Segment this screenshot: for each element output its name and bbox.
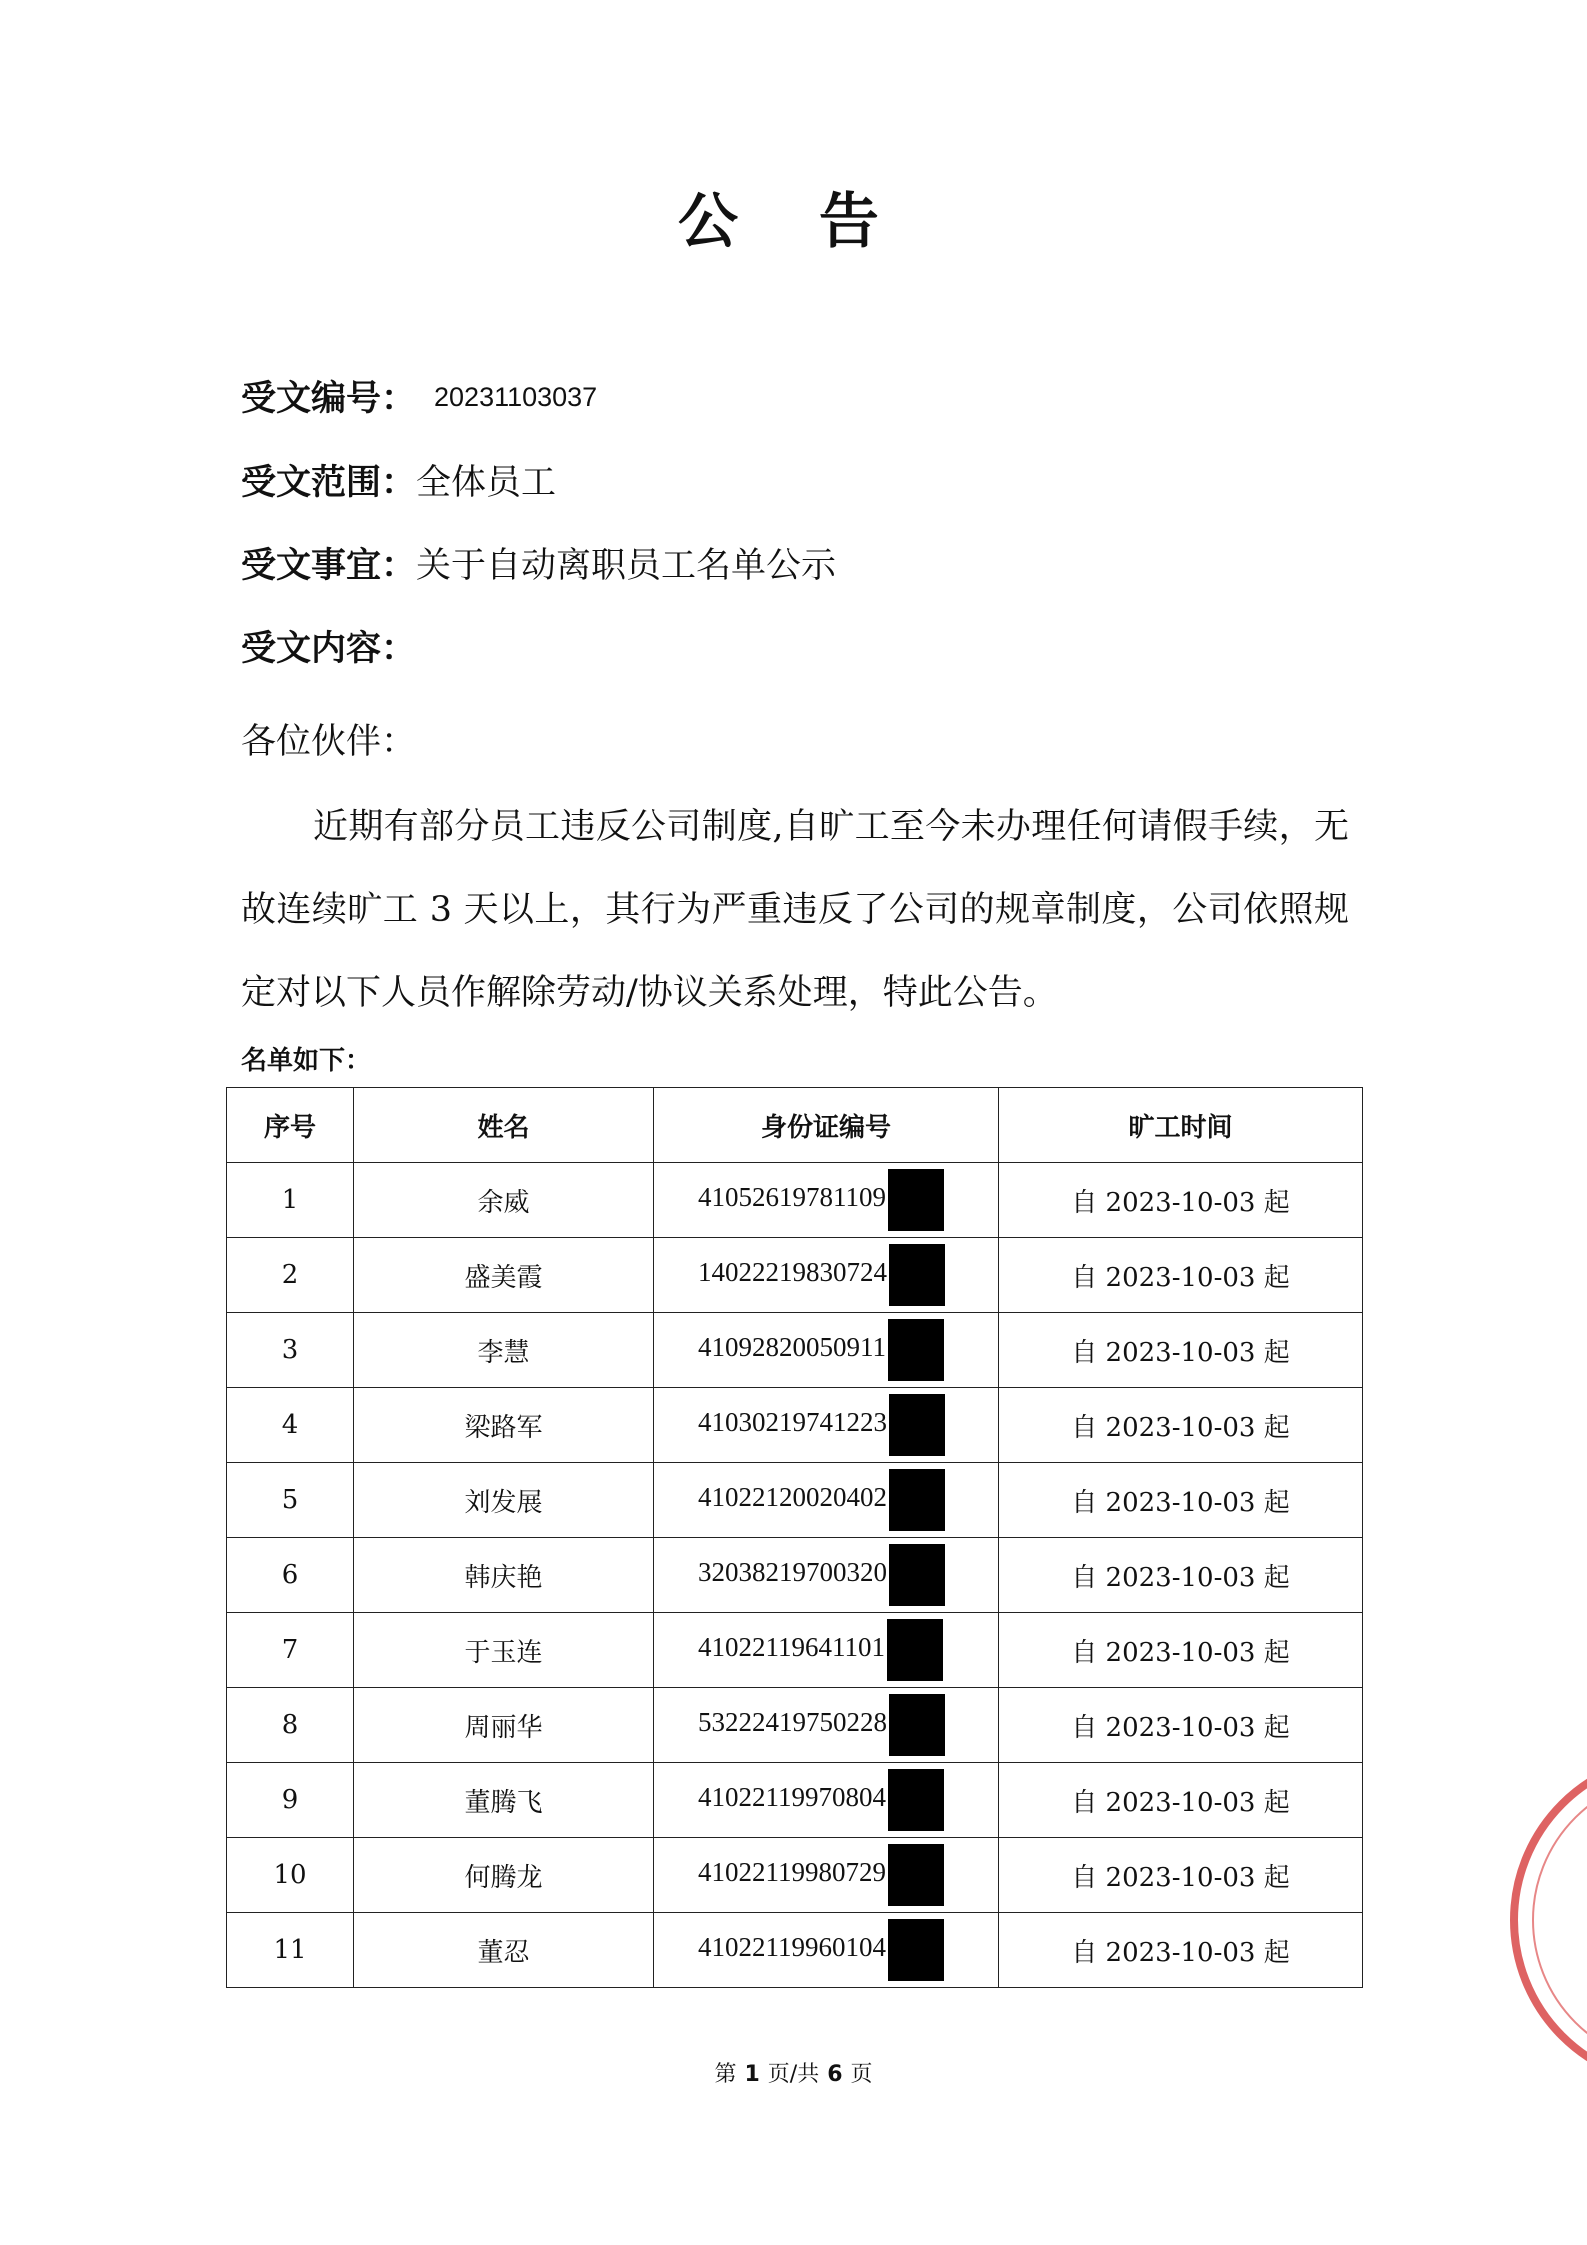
greeting: 各位伙伴： [241, 722, 417, 762]
cell-absence-time: 自 2023-10-03 起 [999, 1388, 1363, 1463]
id-number-text: 41030219741223 [698, 1407, 887, 1438]
redaction-block [888, 1169, 944, 1231]
cell-name: 余威 [354, 1163, 654, 1238]
cell-name: 盛美霞 [354, 1238, 654, 1313]
cell-name: 李慧 [354, 1313, 654, 1388]
table-row [227, 1763, 1363, 1838]
cell-index: 9 [227, 1763, 354, 1838]
cell-name: 于玉连 [354, 1613, 654, 1688]
cell-id-number [654, 1688, 999, 1763]
redaction-block [888, 1919, 944, 1981]
footer-page: 1 [744, 2062, 760, 2087]
cell-absence-time: 自 2023-10-03 起 [999, 1913, 1363, 1988]
redaction-block [887, 1619, 943, 1681]
cell-id-number [654, 1838, 999, 1913]
table-row [227, 1238, 1363, 1313]
field-doc-number [241, 379, 598, 419]
footer-middle: 页/共 [767, 2062, 820, 2087]
cell-id-number [654, 1763, 999, 1838]
announcement-paragraph: 近期有部分员工违反公司制度,自旷工至今未办理任何请假手续，无故连续旷工 3 天以上，其行为严重违反了公司的规章制度，公司依照规定对以下人员作解除劳动/协议关系处理，特此公告。 [241, 807, 1349, 1013]
id-number-text: 41022119980729 [698, 1857, 886, 1888]
table-row [227, 1688, 1363, 1763]
table-row [227, 1538, 1363, 1613]
cell-name: 周丽华 [354, 1688, 654, 1763]
field-label: 受文范围： [241, 463, 417, 503]
cell-index: 3 [227, 1313, 354, 1388]
footer-suffix: 页 [850, 2062, 873, 2087]
cell-name: 韩庆艳 [354, 1538, 654, 1613]
header-name: 姓名 [354, 1088, 654, 1163]
cell-name: 董腾飞 [354, 1763, 654, 1838]
redaction-block [889, 1544, 945, 1606]
cell-id-number [654, 1613, 999, 1688]
redaction-block [888, 1319, 944, 1381]
cell-name: 何腾龙 [354, 1838, 654, 1913]
id-number-text: 41022120020402 [698, 1482, 887, 1513]
cell-id-number [654, 1238, 999, 1313]
cell-id-number [654, 1538, 999, 1613]
footer-prefix: 第 [714, 2062, 737, 2087]
cell-index: 7 [227, 1613, 354, 1688]
cell-index: 11 [227, 1913, 354, 1988]
field-subject [241, 546, 837, 586]
field-label: 受文事宜： [241, 546, 417, 586]
table-row [227, 1463, 1363, 1538]
table-row [227, 1613, 1363, 1688]
cell-index: 8 [227, 1688, 354, 1763]
cell-name: 董忍 [354, 1913, 654, 1988]
dismissal-table [226, 1087, 1363, 1988]
cell-absence-time: 自 2023-10-03 起 [999, 1613, 1363, 1688]
cell-id-number [654, 1313, 999, 1388]
redaction-block [889, 1244, 945, 1306]
cell-name: 刘发展 [354, 1463, 654, 1538]
cell-absence-time: 自 2023-10-03 起 [999, 1313, 1363, 1388]
table-row [227, 1838, 1363, 1913]
field-value: 关于自动离职员工名单公示 [416, 546, 837, 586]
document-title: 公 告 [678, 187, 909, 257]
redaction-block [889, 1694, 945, 1756]
field-label: 受文内容： [241, 629, 417, 669]
cell-index: 5 [227, 1463, 354, 1538]
seal-inner-ring [1532, 1774, 1587, 2066]
field-content [241, 629, 417, 669]
id-number-text: 32038219700320 [698, 1557, 887, 1588]
cell-index: 6 [227, 1538, 354, 1613]
id-number-text: 53222419750228 [698, 1707, 887, 1738]
cell-absence-time: 自 2023-10-03 起 [999, 1163, 1363, 1238]
cell-absence-time: 自 2023-10-03 起 [999, 1538, 1363, 1613]
redaction-block [889, 1394, 945, 1456]
list-title: 名单如下： [241, 1046, 372, 1076]
table-row [227, 1163, 1363, 1238]
id-number-text: 41092820050911 [698, 1332, 886, 1363]
table-row [227, 1913, 1363, 1988]
cell-index: 2 [227, 1238, 354, 1313]
cell-id-number [654, 1163, 999, 1238]
cell-index: 10 [227, 1838, 354, 1913]
id-number-text: 14022219830724 [698, 1257, 887, 1288]
field-label: 受文编号： [241, 379, 417, 419]
cell-absence-time: 自 2023-10-03 起 [999, 1688, 1363, 1763]
cell-absence-time: 自 2023-10-03 起 [999, 1763, 1363, 1838]
table-row [227, 1313, 1363, 1388]
id-number-text: 41052619781109 [698, 1182, 886, 1213]
cell-id-number [654, 1388, 999, 1463]
header-index: 序号 [227, 1088, 354, 1163]
field-scope [241, 463, 557, 503]
field-value: 全体员工 [416, 463, 557, 503]
cell-absence-time: 自 2023-10-03 起 [999, 1238, 1363, 1313]
company-seal [1510, 1752, 1587, 2088]
table-header-row [227, 1088, 1363, 1163]
footer-total: 6 [827, 2062, 843, 2087]
cell-absence-time: 自 2023-10-03 起 [999, 1463, 1363, 1538]
cell-absence-time: 自 2023-10-03 起 [999, 1838, 1363, 1913]
cell-index: 4 [227, 1388, 354, 1463]
page-footer [0, 2057, 1587, 2088]
header-id-number: 身份证编号 [654, 1088, 999, 1163]
header-absence-time: 旷工时间 [999, 1088, 1363, 1163]
field-value: 20231103037 [434, 382, 598, 412]
cell-index: 1 [227, 1163, 354, 1238]
cell-name: 梁路军 [354, 1388, 654, 1463]
cell-id-number [654, 1913, 999, 1988]
redaction-block [888, 1769, 944, 1831]
id-number-text: 41022119641101 [698, 1632, 885, 1663]
cell-id-number [654, 1463, 999, 1538]
redaction-block [889, 1469, 945, 1531]
id-number-text: 41022119970804 [698, 1782, 886, 1813]
table-row [227, 1388, 1363, 1463]
redaction-block [888, 1844, 944, 1906]
id-number-text: 41022119960104 [698, 1932, 886, 1963]
